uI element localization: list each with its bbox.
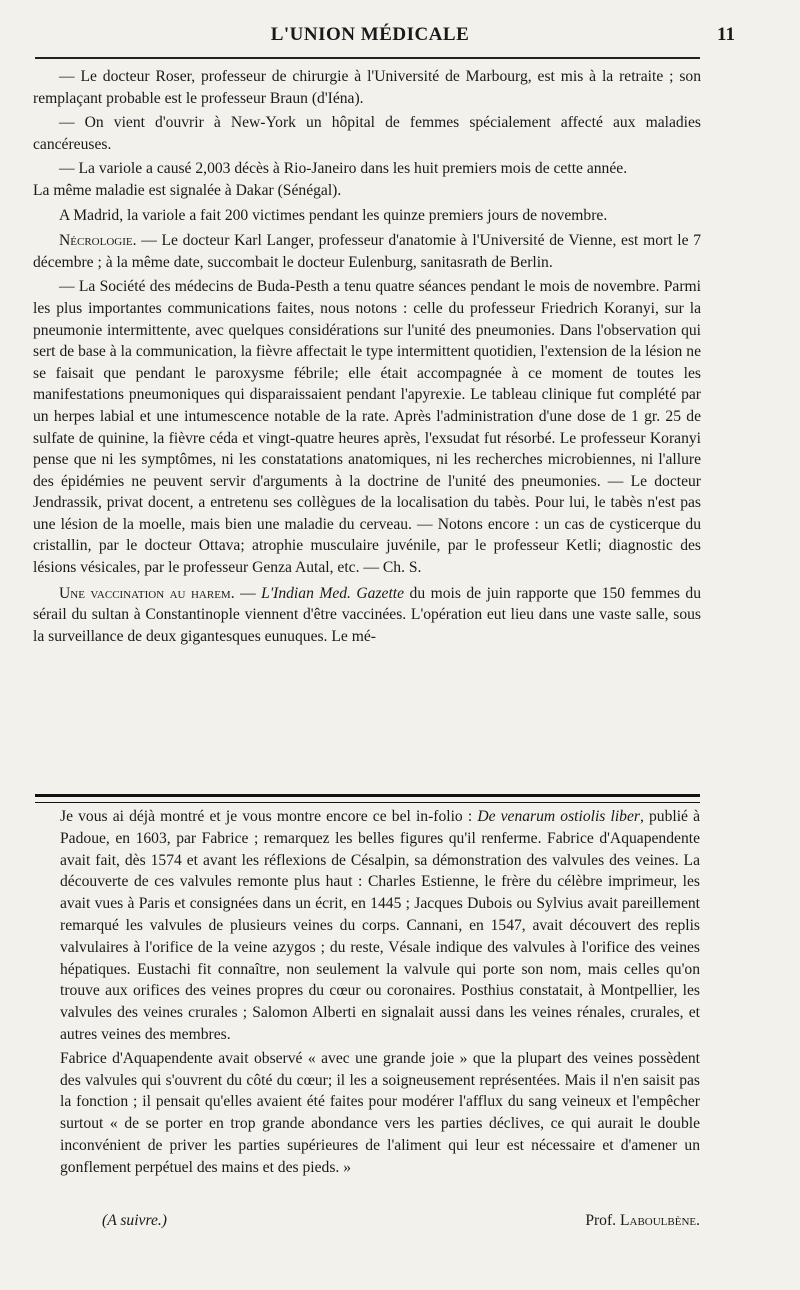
news-item: — On vient d'ouvrir à New-York un hôpital de femmes spécialement affecté aux maladies cancéreuses. — [33, 114, 701, 153]
a-suivre: (A suivre.) — [102, 1212, 167, 1229]
feuilleton-text: Je vous ai déjà montré et je vous montre encore ce bel in-folio : — [60, 808, 478, 825]
author-signature — [585, 1212, 700, 1230]
vaccination-text: du mois de juin rapporte que 150 femmes du sérail du sultan à Constantinople viennent d'être vaccinées. L'opération eut lieu dans une vaste salle, sous la surveillance de deux gigantesques eunuques. Le mé- — [33, 584, 701, 645]
news-item: La même maladie est signalée à Dakar (Sénégal). — [33, 181, 342, 199]
necrologie-paragraph — [33, 230, 701, 273]
feuilleton-paragraph: Fabrice d'Aquapendente avait observé « avec une grande joie » que la plupart des veines possèdent des valvules qui s'ouvrent du côté du cœur; il les a soigneusement représentées. Mais il n'en saisit pas la fonction ; il pensait qu'elles avaient été faites pour modérer l'afflux du sang veineux et l'empêcher surtout « de se porter en trop grande abondance vers les parties déclives, ce qui aurait le double inconvénient de priver les parties supérieures de l'aliment qui leur est nécessaire et d'amener un gonflement perpétuel des mains et des pieds. » — [60, 1049, 700, 1176]
page-number: 11 — [717, 24, 735, 45]
necrologie-label: Nécrologie. — [59, 232, 137, 250]
vaccination-journal: L'Indian Med. Gazette — [261, 584, 405, 602]
feuilleton-paragraph — [60, 806, 700, 1046]
signature-row — [60, 1212, 700, 1236]
author-name: Laboulbène. — [619, 1212, 700, 1229]
vaccination-paragraph — [33, 583, 701, 648]
news-item: — Le docteur Roser, professeur de chirurgie à l'Université de Marbourg, est mis à la retraite ; son remplaçant probable est le professeur Braun (d'Iéna). — [33, 68, 701, 107]
header-rule — [35, 57, 700, 59]
news-item: — La variole a causé 2,003 décès à Rio-Janeiro dans les huit premiers mois de cette année. — [59, 160, 628, 178]
societe-paragraph: — La Société des médecins de Buda-Pesth a tenu quatre séances pendant le mois de novembre. Parmi les plus importantes communications faites, nous notons : celle du professeur Friedrich Koranyi, sur la pneumonie intermittente, avec quelques considérations sur l'unité des pneumonies. Dans l'observation qui sert de base à la communication, la fièvre affectait le type intermittent quotidien, l'extension de la lésion ne se faisait que pendant le paroxysme fébrile; elle était accompagnée à ce moment de toutes les manifestations pneumoniques qui disparaissaient pendant l'apyrexie. Le tableau clinique fut complété par un herpes labial et une intumescence notable de la rate. Après l'administration d'une dose de 1 gr. 25 de sulfate de quinine, la fièvre céda et vingt-quatre heures après, l'exsudat fut résorbé. Le professeur Koranyi pense que ni les symptômes, ni les constatations anatomiques, ni les recherches microbiennes, ni l'allure des épidémies ne peuvent servir d'arguments à la doctrine de l'unité des pneumonies. — Le docteur Jendrassik, privat docent, a entretenu ses collègues de la localisation du tabès. Pour lui, le tabès n'est pas une lésion de la moelle, mais bien une maladie du cerveau. — Notons encore : un cas de cysticerque du cristallin, par le docteur Ottava; atrophie musculaire juvénile, par le professeur Ketli; diagnostic des lésions vésicales, par le professeur Genza Autal, etc. — Ch. S. — [33, 278, 701, 577]
feuilleton-separator — [35, 794, 700, 803]
news-item: A Madrid, la variole a fait 200 victimes pendant les quinze premiers jours de novembre. — [59, 206, 608, 224]
vaccination-dash: — — [234, 584, 262, 602]
news-column — [33, 66, 701, 650]
necrologie-text: — Le docteur Karl Langer, professeur d'anatomie à l'Université de Vienne, est mort le 7 décembre ; à la même date, succombait le docteur Eulenburg, sanitasrath de Berlin. — [33, 232, 701, 271]
feuilleton-text: , publié à Padoue, en 1603, par Fabrice ; remarquez les belles figures qu'il renferme. Fabrice d'Aquapendente avait fait, dès 1574 et avant les réflexions de Césalpin, sa démonstration des valvules des veines. La découverte de ces valvules remonte plus haut : Charles Estienne, le frère du célèbre imprimeur, les avait vues à Paris et consignées dans un écrit, en 1445 ; Jacques Dubois ou Sylvius avait pareillement remarqué les valvules de plusieurs veines du corps. Cannani, en 1547, avait découvert des replis valvulaires à l'orifice de la veine azygos ; du reste, Vésale indique des valvules à l'orifice des veines hépatiques. Eustachi fit connaître, non seulement la valvule qui porte son nom, mais celles qu'on trouve aux orifices des veines propres du cœur ou coronaires. Posthius constatait, à Montpellier, les valvules des veines crurales ; Salomon Alberti en signalait aussi dans les veines rénales, crurales, et autres veines des membres. — [60, 808, 701, 1043]
book-title: De venarum ostiolis liber — [477, 808, 640, 825]
author-prefix: Prof. — [585, 1212, 620, 1229]
running-title: L'UNION MÉDICALE — [270, 24, 470, 45]
feuilleton-column — [60, 806, 700, 1181]
page-header — [35, 22, 735, 52]
vaccination-label: Une vaccination au harem. — [59, 584, 235, 602]
